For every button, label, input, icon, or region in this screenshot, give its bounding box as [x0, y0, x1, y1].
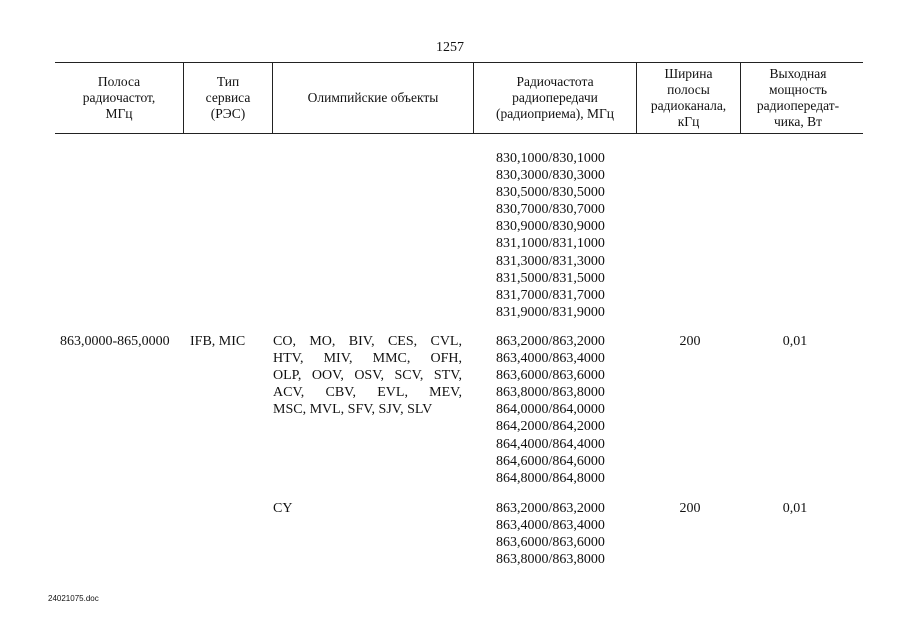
frequency-item: 830,5000/830,5000: [496, 185, 605, 201]
header-frequency: [474, 62, 636, 133]
header-frequency-line: Радиочастота: [516, 73, 594, 89]
header-band: [56, 62, 182, 133]
header-bandwidth-line: кГц: [677, 113, 700, 129]
header-power-line: радиопередат-: [756, 97, 840, 113]
row-2-power: 0,01: [782, 501, 808, 516]
header-objects: [273, 62, 473, 133]
frequency-item: 864,6000/864,6000: [496, 453, 605, 469]
header-power-line: Выходная: [769, 65, 827, 81]
header-bandwidth-line: радиоканала,: [650, 97, 727, 113]
objects-line: HTV, MIV, MMC, OFH,: [273, 351, 462, 367]
header-power: [741, 62, 855, 133]
objects-line: CY: [273, 501, 293, 516]
header-objects-line: Олимпийские объекты: [307, 89, 439, 105]
row-1-objects: [273, 333, 462, 418]
header-service-line: Тип: [216, 73, 240, 89]
footer-filename: 24021075.doc: [48, 594, 99, 603]
objects-line: CO, MO, BIV, CES, CVL,: [273, 334, 462, 349]
objects-line: MSC, MVL, SFV, SJV, SLV: [273, 402, 433, 418]
frequency-item: 830,1000/830,1000: [496, 151, 605, 166]
frequency-item: 864,2000/864,2000: [496, 419, 605, 435]
frequency-item: 831,9000/831,9000: [496, 304, 605, 320]
frequency-item: 863,8000/863,8000: [496, 552, 605, 568]
row-1-frequency-list: [496, 333, 605, 487]
frequency-item: 863,4000/863,4000: [496, 518, 605, 534]
header-power-line: мощность: [768, 81, 828, 97]
row-2-bandwidth: 200: [679, 501, 701, 516]
table-header-bottom-rule: [55, 133, 863, 134]
frequency-item: 864,8000/864,8000: [496, 470, 605, 486]
frequency-item: 864,0000/864,0000: [496, 402, 605, 418]
header-service: [184, 62, 272, 133]
header-band-line: МГц: [105, 105, 133, 121]
frequency-item: 863,8000/863,8000: [496, 385, 605, 401]
header-bandwidth: [637, 62, 740, 133]
row-2-frequency-list: [496, 500, 605, 568]
header-power-line: чика, Вт: [773, 113, 822, 129]
frequency-item: 831,3000/831,3000: [496, 253, 605, 269]
objects-line: OLP, OOV, OSV, SCV, STV,: [273, 368, 462, 384]
frequency-item: 830,7000/830,7000: [496, 202, 605, 218]
row-1-band: 863,0000-865,0000: [60, 334, 170, 349]
row-1-power: 0,01: [782, 334, 808, 349]
frequency-item: 863,4000/863,4000: [496, 351, 605, 367]
page-number: 1257: [436, 40, 464, 55]
header-frequency-line: (радиоприема), МГц: [496, 105, 614, 121]
row-1-bandwidth: 200: [679, 334, 701, 349]
frequency-item: 864,4000/864,4000: [496, 436, 605, 452]
frequency-item: 830,3000/830,3000: [496, 168, 605, 184]
row-2-objects: [273, 500, 462, 517]
frequency-item: 863,2000/863,2000: [496, 501, 605, 516]
continuation-frequency-list: [496, 150, 605, 321]
header-service-line: (РЭС): [210, 105, 246, 121]
frequency-item: 863,6000/863,6000: [496, 368, 605, 384]
header-bandwidth-line: Ширина: [664, 65, 713, 81]
objects-line: ACV, CBV, EVL, MEV,: [273, 385, 462, 401]
row-1-service: IFB, MIC: [190, 334, 246, 349]
frequency-item: 831,7000/831,7000: [496, 287, 605, 303]
header-bandwidth-line: полосы: [667, 81, 710, 97]
frequency-item: 831,1000/831,1000: [496, 236, 605, 252]
frequency-item: 863,6000/863,6000: [496, 535, 605, 551]
header-service-line: сервиса: [205, 89, 251, 105]
header-frequency-line: радиопередачи: [512, 89, 598, 105]
frequency-item: 830,9000/830,9000: [496, 219, 605, 235]
header-band-line: радиочастот,: [82, 89, 156, 105]
header-band-line: Полоса: [97, 73, 141, 89]
frequency-item: 831,5000/831,5000: [496, 270, 605, 286]
frequency-item: 863,2000/863,2000: [496, 334, 605, 349]
